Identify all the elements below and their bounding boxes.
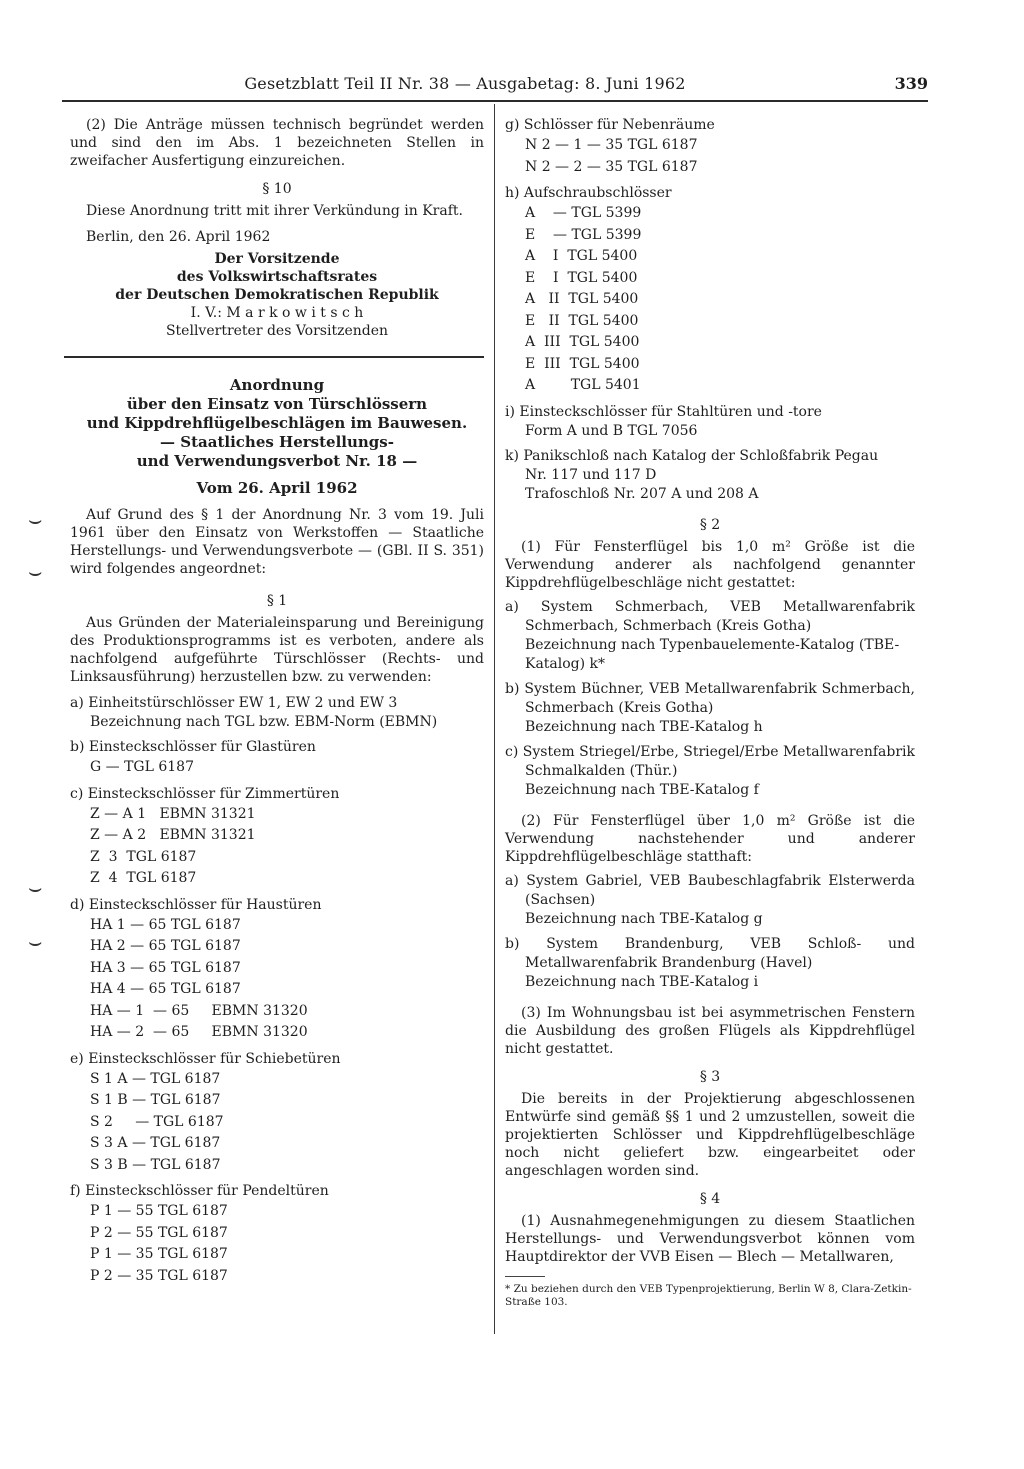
list-item: N 2 — 2 — 35 TGL 6187 — [525, 158, 698, 175]
list-k — [505, 447, 915, 504]
list-item: Z — A 1 EBMN 31321 — [90, 805, 256, 822]
preamble: Auf Grund des § 1 der Anordnung Nr. 3 vom 19. Juli 1961 über den Einsatz von Werkstoffen — Staatliche Herstellungs- und Verwendungsverbote — (GBl. II S. 351) wird folgendes angeordnet: — [70, 507, 484, 577]
list-continuation: Bezeichnung nach TGL bzw. EBM-Norm (EBMN) — [90, 714, 438, 730]
signature-block — [70, 250, 484, 340]
page-header — [62, 74, 928, 102]
list-label: d) Einsteckschlösser für Haustüren — [70, 896, 322, 913]
list-items — [505, 203, 915, 397]
left-column — [70, 116, 484, 1293]
intro-paragraph: (2) Die Anträge müssen technisch begründet werden und sind den im Abs. 1 bezeichneten Stellen in zweifacher Ausfertigung einzureichen. — [70, 117, 484, 169]
list-label: k) Panikschloß nach Katalog der Schloßfabrik Pegau — [505, 447, 879, 464]
list-continuation: Bezeichnung nach TBE-Katalog g — [525, 910, 763, 927]
list-e — [70, 1050, 484, 1177]
signature-line: des Volkswirtschaftsrates — [176, 269, 378, 285]
signature-line: Stellvertreter des Vorsitzenden — [165, 323, 389, 339]
list-item: A III TGL 5400 — [525, 334, 640, 350]
list-item: Z — A 2 EBMN 31321 — [90, 827, 256, 843]
list-entry: a) System Schmerbach, VEB Metallwarenfabrik Schmerbach, Schmerbach (Kreis Gotha) — [505, 598, 915, 634]
footnote-rule — [505, 1276, 545, 1277]
list-label: e) Einsteckschlösser für Schiebetüren — [70, 1050, 341, 1067]
list-continuation: Bezeichnung nach TBE-Katalog h — [525, 718, 763, 735]
list-item: Z 4 TGL 6187 — [90, 870, 197, 886]
section-rule — [64, 356, 484, 358]
section-2-list-2 — [505, 872, 915, 992]
signature-line: der Deutschen Demokratischen Republik — [115, 287, 439, 303]
margin-mark: ⌣ — [28, 876, 43, 901]
list-entry: a) System Gabriel, VEB Baubeschlagfabrik Elsterwerda (Sachsen) — [505, 872, 915, 908]
list-item: E III TGL 5400 — [525, 355, 640, 372]
list-i — [505, 403, 915, 441]
list-items — [70, 757, 484, 779]
section-3-text: Die bereits in der Projektierung abgeschlossenen Entwürfe sind gemäß §§ 1 und 2 umzustellen, soweit die projektierten Schlösser und Kippdrehflügelbeschläge noch nicht geliefert bzw. eingearbeitet oder angeschlagen worden sind. — [505, 1090, 915, 1179]
list-items — [70, 1201, 484, 1287]
list-continuation: Trafoschloß Nr. 207 A und 208 A — [525, 485, 759, 502]
list-item: HA — 2 — 65 EBMN 31320 — [90, 1024, 308, 1040]
list-label: b) Einsteckschlösser für Glastüren — [70, 739, 316, 755]
title-line: und Kippdrehflügelbeschlägen im Bauwesen. — [86, 414, 468, 432]
list-item-block — [505, 743, 915, 800]
list-item: P 1 — 55 TGL 6187 — [90, 1203, 228, 1219]
list-item: HA 1 — 65 TGL 6187 — [90, 916, 241, 933]
list-items — [70, 1069, 484, 1177]
title-line: — Staatliches Herstellungs- — [160, 433, 394, 451]
signature-line: Der Vorsitzende — [214, 251, 340, 267]
list-item: A II TGL 5400 — [525, 291, 639, 307]
page-number: 339 — [894, 74, 928, 93]
section-4-text: (1) Ausnahmegenehmigungen zu diesem Staatlichen Herstellungs- und Verwendungsverbot können vom Hauptdirektor der VVB Eisen — Blech — Metallwaren, — [505, 1212, 915, 1265]
list-continuation: Nr. 117 und 117 D — [525, 466, 657, 483]
list-a — [70, 694, 484, 732]
list-continuation: Bezeichnung nach Typenbauelemente-Katalog (TBE-Katalog) k* — [525, 636, 900, 672]
title-line: und Verwendungsverbot Nr. 18 — — [136, 452, 418, 470]
column-divider — [494, 104, 495, 1334]
margin-mark: ⌣ — [28, 930, 43, 955]
list-item: HA 2 — 65 TGL 6187 — [90, 938, 241, 954]
title-line: Anordnung — [229, 376, 325, 394]
margin-mark: ⌣ — [28, 560, 43, 585]
list-label: c) Einsteckschlösser für Zimmertüren — [70, 785, 340, 802]
section-heading-4: § 4 — [699, 1190, 721, 1207]
list-entry: b) System Büchner, VEB Metallwarenfabrik Schmerbach, Schmerbach (Kreis Gotha) — [505, 680, 915, 716]
section-2-para-1: (1) Für Fensterflügel bis 1,0 m² Größe ist die Verwendung anderer als nachfolgend genannter Kippdrehflügelbeschläge nicht gestattet: — [505, 538, 915, 591]
title-date: Vom 26. April 1962 — [196, 479, 358, 497]
section-heading-3: § 3 — [699, 1068, 721, 1085]
list-items — [70, 915, 484, 1044]
list-item-block — [505, 598, 915, 674]
list-item: S 1 A — TGL 6187 — [90, 1070, 221, 1087]
list-item: S 3 A — TGL 6187 — [90, 1135, 221, 1151]
list-items — [505, 135, 915, 178]
list-item: HA 3 — 65 TGL 6187 — [90, 959, 241, 976]
date-line: Berlin, den 26. April 1962 — [86, 229, 271, 245]
list-item: HA — 1 — 65 EBMN 31320 — [90, 1002, 308, 1019]
list-label: f) Einsteckschlösser für Pendeltüren — [70, 1183, 329, 1199]
list-f — [70, 1182, 484, 1287]
list-item-block — [505, 935, 915, 992]
list-label: h) Aufschraubschlösser — [505, 185, 672, 201]
list-item: HA 4 — 65 TGL 6187 — [90, 981, 241, 997]
ordinance-title — [70, 376, 484, 498]
list-item-block — [505, 680, 915, 737]
list-continuation: Bezeichnung nach TBE-Katalog f — [525, 781, 759, 798]
list-item: P 2 — 55 TGL 6187 — [90, 1224, 228, 1241]
signature-line: I. V.: M a r k o w i t s c h — [190, 305, 364, 321]
footnote: * Zu beziehen durch den VEB Typenprojektierung, Berlin W 8, Clara-Zetkin-Straße 103. — [505, 1282, 912, 1308]
list-item-block — [505, 872, 915, 929]
list-item: S 2 — TGL 6187 — [90, 1113, 224, 1130]
list-item: A — TGL 5399 — [525, 205, 642, 221]
list-item: Z 3 TGL 6187 — [90, 848, 197, 865]
section-heading-1: § 1 — [266, 593, 288, 609]
header-title: Gesetzblatt Teil II Nr. 38 — Ausgabetag: 8. Juni 1962 — [244, 74, 686, 93]
list-b — [70, 738, 484, 779]
list-item: E — TGL 5399 — [525, 226, 642, 243]
section-1-text: Aus Gründen der Materialeinsparung und Bereinigung des Produktionsprogramms ist es verboten, andere als nachfolgend aufgeführte Türschlösser (Rechts- und Linksausführung) herzustellen bzw. zu verwenden: — [70, 615, 484, 685]
list-g — [505, 116, 915, 178]
margin-mark: ⌣ — [28, 508, 43, 533]
list-continuation: Bezeichnung nach TBE-Katalog i — [525, 973, 759, 990]
list-item: A TGL 5401 — [525, 377, 641, 393]
section-2-para-3: (3) Im Wohnungsbau ist bei asymmetrischen Fenstern die Ausbildung des großen Flügels als Kippdrehflügel nicht gestattet. — [505, 1004, 915, 1057]
right-column — [505, 116, 915, 1309]
list-item: E II TGL 5400 — [525, 312, 639, 329]
list-item: A I TGL 5400 — [525, 248, 638, 264]
list-items — [70, 804, 484, 890]
section-heading-2: § 2 — [699, 516, 721, 533]
list-continuation: Form A und B TGL 7056 — [525, 422, 698, 439]
list-entry: b) System Brandenburg, VEB Schloß- und Metallwarenfabrik Brandenburg (Havel) — [505, 935, 915, 971]
list-entry: c) System Striegel/Erbe, Striegel/Erbe Metallwarenfabrik Schmalkalden (Thür.) — [505, 743, 915, 779]
section-10-text: Diese Anordnung tritt mit ihrer Verkündung in Kraft. — [86, 203, 463, 219]
list-item: P 2 — 35 TGL 6187 — [90, 1267, 228, 1284]
section-heading-10: § 10 — [262, 181, 292, 197]
list-item: S 3 B — TGL 6187 — [90, 1156, 221, 1173]
list-c — [70, 785, 484, 890]
list-label: i) Einsteckschlösser für Stahltüren und -tore — [505, 403, 822, 420]
list-item: N 2 — 1 — 35 TGL 6187 — [525, 137, 698, 153]
list-item: G — TGL 6187 — [90, 759, 194, 775]
title-line: über den Einsatz von Türschlössern — [126, 395, 428, 413]
list-item: E I TGL 5400 — [525, 269, 638, 286]
list-item: P 1 — 35 TGL 6187 — [90, 1246, 228, 1262]
section-2-para-2: (2) Für Fensterflügel über 1,0 m² Größe ist die Verwendung nachstehender und anderer Kippdrehflügelbeschläge statthaft: — [505, 812, 915, 865]
list-label: a) Einheitstürschlösser EW 1, EW 2 und EW 3 — [70, 695, 398, 711]
list-label: g) Schlösser für Nebenräume — [505, 117, 715, 133]
section-2-list-1 — [505, 598, 915, 800]
list-item: S 1 B — TGL 6187 — [90, 1092, 221, 1108]
list-h — [505, 184, 915, 397]
list-d — [70, 896, 484, 1044]
